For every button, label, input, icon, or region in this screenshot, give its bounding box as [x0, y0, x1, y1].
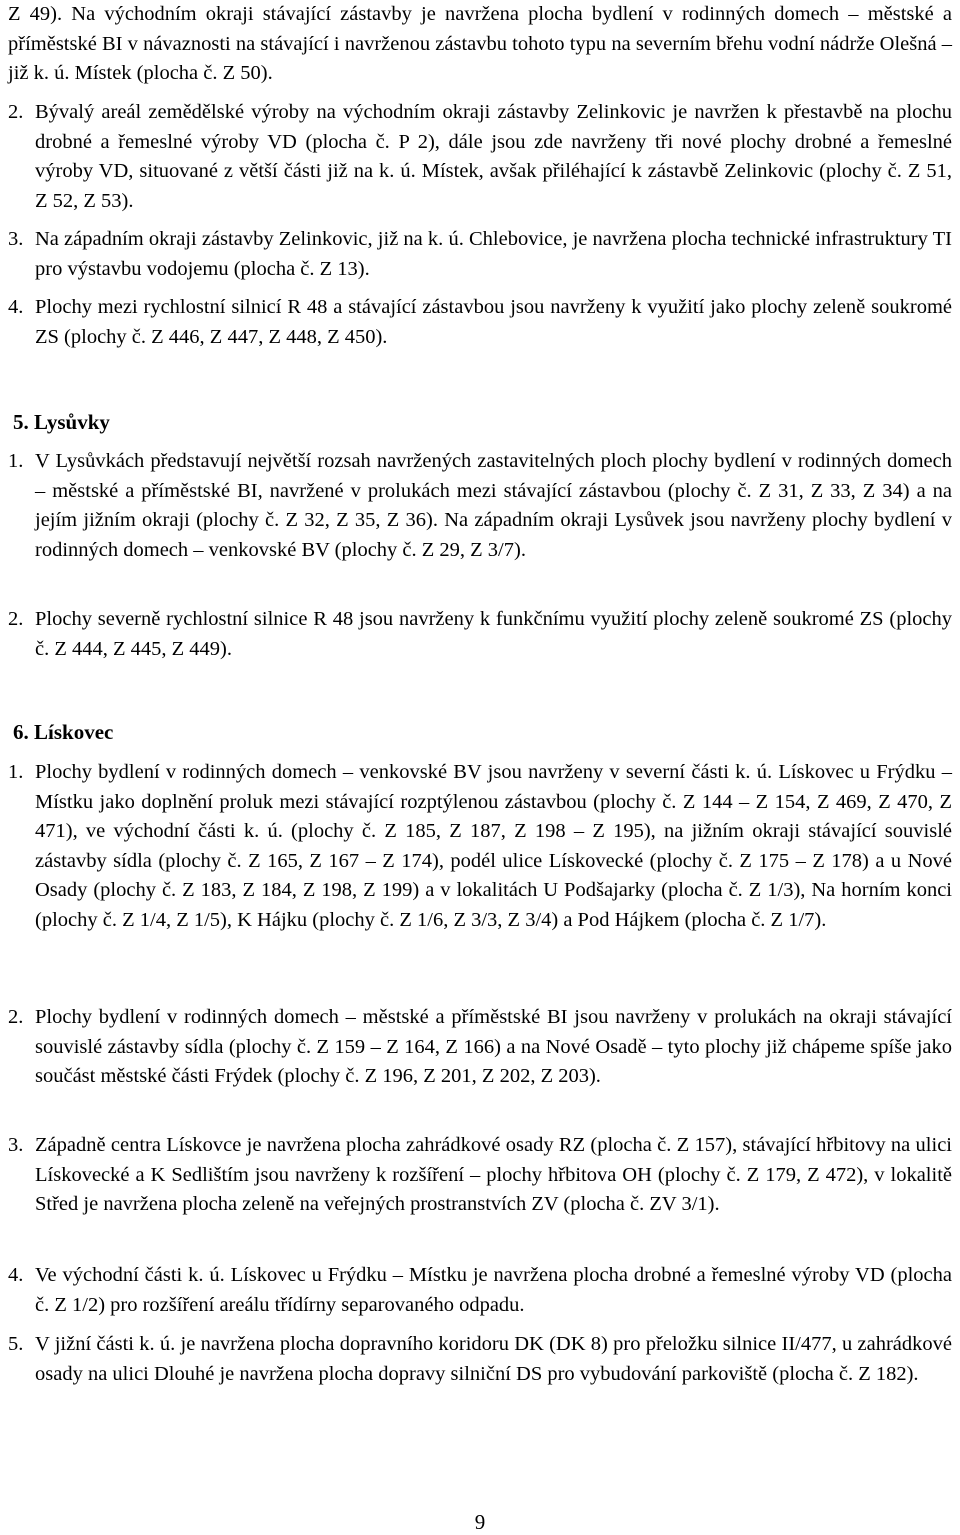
list-item-text: Plochy bydlení v rodinných domech – městské a příměstské BI jsou navrženy v prolukách na okraji stávající souvislé zástavby sídla (plochy č. Z 159 – Z 164, Z 166) a na Nové Osadě – tyto plochy již chápeme spíše jako součást městské části Frýdek (plochy č. Z 196, Z 201, Z 202, Z 203). [35, 1006, 952, 1087]
list-item [8, 605, 952, 664]
list-item-number: 4. [8, 1264, 24, 1286]
paragraph-continuation [8, 0, 952, 89]
page-number: 9 [474, 1510, 486, 1534]
list-item [8, 98, 952, 216]
list-item-number: 2. [8, 1006, 24, 1028]
list-item [8, 1003, 952, 1092]
list-item [8, 447, 952, 565]
list-item-text: Plochy severně rychlostní silnice R 48 jsou navrženy k funkčnímu využití plochy zeleně soukromé ZS (plochy č. Z 444, Z 445, Z 449). [35, 608, 952, 660]
list-item-number: 5. [8, 1333, 24, 1355]
list-item [8, 1131, 952, 1220]
list-item-text: V jižní části k. ú. je navržena plocha dopravního koridoru DK (DK 8) pro přeložku silnice II/477, u zahrádkové osady na ulici Dlouhé je navržena plocha dopravy silniční DS pro vybudování parkoviště (plocha č. Z 182). [35, 1333, 952, 1385]
list-item [8, 225, 952, 284]
list-item-number: 3. [8, 1134, 24, 1156]
list-item [8, 758, 952, 935]
section-heading: 6. Lískovec [13, 720, 114, 744]
list-item-number: 4. [8, 296, 24, 318]
list-item [8, 1261, 952, 1320]
list-item-text: Ve východní části k. ú. Lískovec u Frýdku – Místku je navržena plocha drobné a řemeslné výroby VD (plocha č. Z 1/2) pro rozšíření areálu třídírny separovaného odpadu. [35, 1264, 952, 1316]
list-item-number: 1. [8, 761, 24, 783]
list-item-text: Na západním okraji zástavby Zelinkovic, již na k. ú. Chlebovice, je navržena plocha technické infrastruktury TI pro výstavbu vodojemu (plocha č. Z 13). [35, 228, 952, 280]
list-item-text: Bývalý areál zemědělské výroby na východním okraji zástavby Zelinkovic je navržen k přestavbě na plochu drobné a řemeslné výroby VD (plocha č. P 2), dále jsou zde navrženy tři nové plochy drobné a řemeslné výroby VD, situované z větší části již na k. ú. Místek, avšak přiléhající k zástavbě Zelinkovic (plochy č. Z 51, Z 52, Z 53). [35, 101, 952, 212]
list-item-number: 1. [8, 450, 24, 472]
paragraph-text: Z 49). Na východním okraji stávající zástavby je navržena plocha bydlení v rodinných domech – městské a příměstské BI v návaznosti na stávající i navrženou zástavbu tohoto typu na severním břehu vodní nádrže Olešná – již k. ú. Místek (plocha č. Z 50). [8, 3, 952, 84]
list-item-text: Západně centra Lískovce je navržena plocha zahrádkové osady RZ (plocha č. Z 157), stávající hřbitovy na ulici Lískovecké a K Sedlištím jsou navrženy k rozšíření – plochy hřbitova OH (plochy č. Z 179, Z 472), v lokalitě Střed je navržena plocha zeleně na veřejných prostranstvích ZV (plocha č. ZV 3/1). [35, 1134, 952, 1215]
list-item-text: Plochy mezi rychlostní silnicí R 48 a stávající zástavbou jsou navrženy k využití jako plochy zeleně soukromé ZS (plochy č. Z 446, Z 447, Z 448, Z 450). [35, 296, 952, 348]
list-item-number: 3. [8, 228, 24, 250]
list-item-text: Plochy bydlení v rodinných domech – venkovské BV jsou navrženy v severní části k. ú. Lískovec u Frýdku – Místku jako doplnění proluk mezi stávající rozptýlenou zástavbou (plochy č. Z 144 – Z 154, Z 469, Z 470, Z 471), ve východní části k. ú. (plochy č. Z 185, Z 187, Z 198 – Z 195), na jižním okraji stávající souvislé zástavby sídla (plochy č. Z 165, Z 167 – Z 174), podél ulice Lískovecké (plochy č. Z 175 – Z 178) a u Nové Osady (plochy č. Z 183, Z 184, Z 198, Z 199) a v lokalitách U Podšajarky (plocha č. Z 1/3), Na horním konci (plochy č. Z 1/4, Z 1/5), K Hájku (plochy č. Z 1/6, Z 3/3, Z 3/4) a Pod Hájkem (plocha č. Z 1/7). [35, 761, 952, 931]
list-item [8, 293, 952, 352]
section-heading: 5. Lysůvky [13, 410, 110, 434]
list-item-text: V Lysůvkách představují největší rozsah navržených zastavitelných ploch plochy bydlení v rodinných domech – městské a příměstské BI, navržené v prolukách mezi stávající zástavbou (plochy č. Z 31, Z 33, Z 34) a na jejím jižním okraji (plochy č. Z 32, Z 35, Z 36). Na západním okraji Lysůvek jsou navrženy plochy bydlení v rodinných domech – venkovské BV (plochy č. Z 29, Z 3/7). [35, 450, 952, 561]
list-item [8, 1330, 952, 1389]
list-item-number: 2. [8, 608, 24, 630]
list-item-number: 2. [8, 101, 24, 123]
